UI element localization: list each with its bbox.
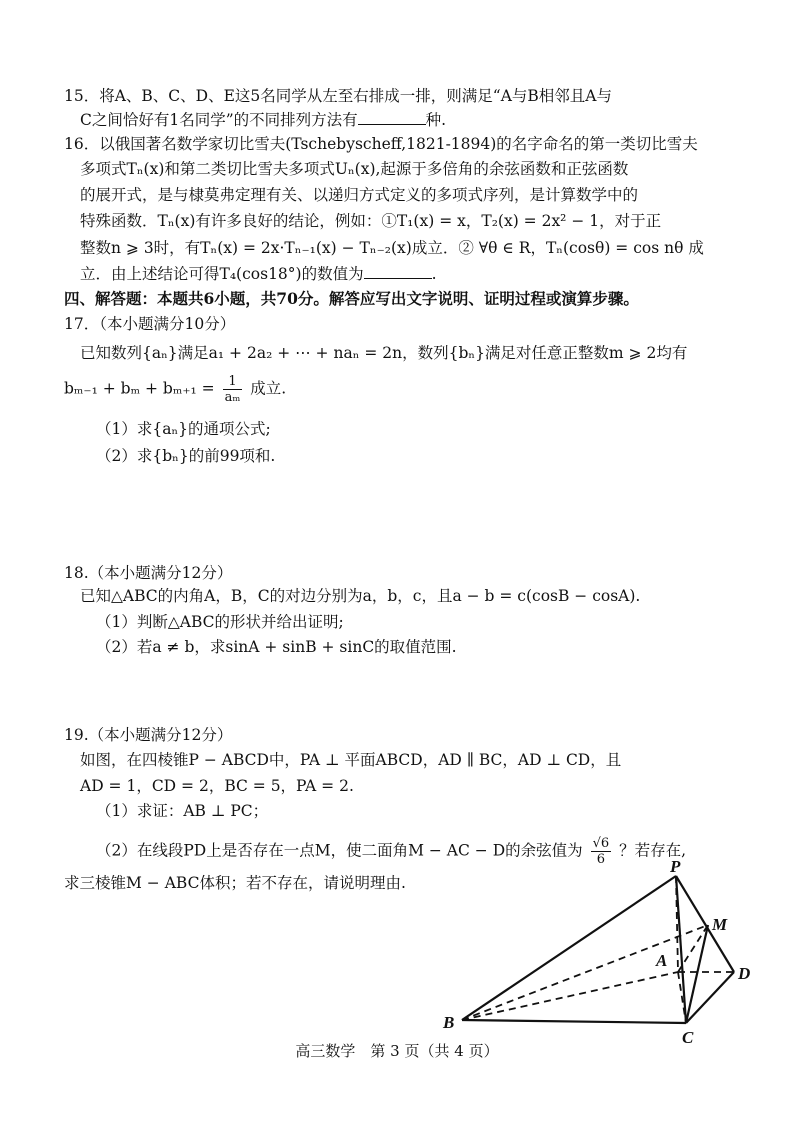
label-A: A [656,951,668,970]
q17-line2-right: 成立. [250,379,287,398]
q16-line2: 多项式Tₙ(x)和第二类切比雪夫多项式Uₙ(x),起源于多倍角的余弦函数和正弦函数 [80,160,629,178]
q17-part1: （1）求{aₙ}的通项公式; [96,420,271,438]
figure-dashed-edges [462,876,734,1023]
label-P: P [670,857,681,876]
q16-line3: 的展开式，是与棣莫弗定理有关、以递归方式定义的多项式序列，是计算数学中的 [80,186,639,204]
q19-line1: 如图，在四棱锥P − ABCD中，PA ⊥ 平面ABCD，AD ∥ BC，AD ⊥ CD，且 [80,751,622,769]
q16-line6-end: . [431,265,437,283]
q16-line5: 整数n ⩾ 3时，有Tₙ(x) = 2x·Tₙ₋₁(x) − Tₙ₋₂(x)成立．② ∀θ ∈ R，Tₙ(cosθ) = cos nθ 成 [80,239,704,257]
q19-fraction-denominator: 6 [596,852,605,867]
edge-BA [462,972,678,1020]
q19-part1: （1）求证：AB ⊥ PC； [96,802,269,820]
q18-line1: 已知△ABC的内角A，B，C的对边分别为a，b，c，且a − b = c(cosB − cosA). [80,587,641,605]
q15-line2-text: C之间恰好有1名同学”的不同排列方法有 [80,111,358,129]
section-4-heading: 四、解答题：本题共6小题，共70分。解答应写出文字说明、证明过程或演算步骤。 [64,289,639,308]
q17-part2: （2）求{bₙ}的前99项和. [96,447,276,465]
q18-part1: （1）判断△ABC的形状并给出证明; [96,613,344,631]
edge-BP [462,876,676,1020]
q19-fraction-numerator: √6 [592,836,610,851]
q18-part2: （2）若a ≠ b，求sinA + sinB + sinC的取值范围. [96,638,457,656]
page-footer: 高三数学 第 3 页（共 4 页） [295,1042,499,1060]
q16-line1: 16．以俄国著名数学家切比雪夫(Tschebyscheff,1821-1894)的名字命名的第一类切比雪夫 [64,135,698,153]
q17-fraction-denominator: aₘ [224,390,241,405]
q19-line2: AD = 1，CD = 2，BC = 5，PA = 2. [80,777,354,795]
q15-line1: 15．将A、B、C、D、E这5名同学从左至右排成一排，则满足“A与B相邻且A与 [64,87,612,105]
edge-CD [686,972,734,1023]
edge-BM [462,925,708,1020]
figure-labels [442,857,750,1047]
q17-line1: 已知数列{aₙ}满足a₁ + 2a₂ + ⋯ + naₙ = 2n，数列{bₙ}满足对任意正整数m ⩾ 2均有 [80,344,688,362]
q16-line6-text: 立．由上述结论可得T₄(cos18°)的数值为 [80,265,364,283]
edge-CM [686,925,708,1023]
q15-line2-end: 种. [425,111,447,129]
edge-BC [462,1020,686,1023]
label-C: C [682,1028,694,1047]
q16-line4: 特殊函数．Tₙ(x)有许多良好的结论，例如：①T₁(x) = x，T₂(x) = 2x² − 1，对于正 [80,212,662,230]
q19-part2-left: （2）在线段PD上是否存在一点M，使二面角M − AC − D的余弦值为 [96,841,583,860]
q19-heading: 19.（本小题满分12分） [64,726,233,744]
q19-part2-line2: 求三棱锥M − ABC体积；若不存在，请说明理由. [64,874,406,892]
q19-part2-right: ？若存在, [619,841,686,860]
label-M: M [712,915,728,934]
label-D: D [738,964,751,983]
q18-heading: 18.（本小题满分12分） [64,564,233,582]
q17-fraction-numerator: 1 [223,374,243,390]
label-B: B [443,1013,455,1032]
q17-heading: 17．（本小题满分10分） [64,315,236,333]
q17-line2-left: bₘ₋₁ + bₘ + bₘ₊₁ = [64,379,215,398]
